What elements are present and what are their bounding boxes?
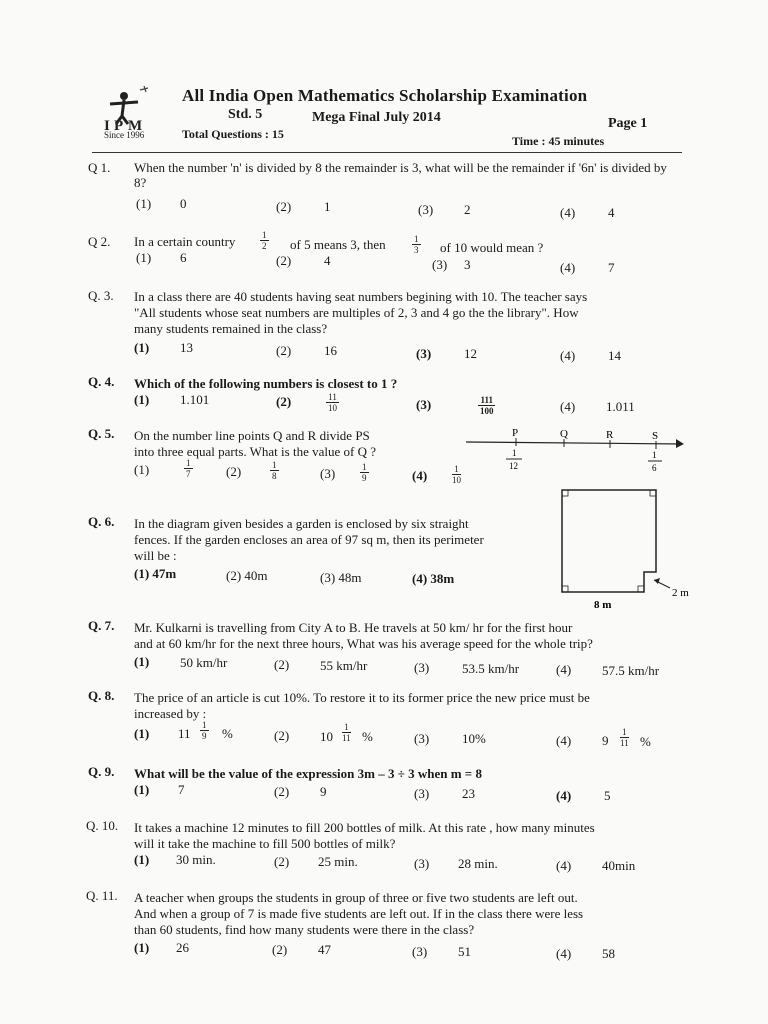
option-value: 7 — [608, 260, 615, 275]
question-number: Q. 3. — [88, 288, 114, 303]
option-value: 28 min. — [458, 856, 498, 871]
question-text: of 10 would mean ? — [440, 240, 544, 255]
option-label: (4) — [556, 662, 572, 677]
option-value: 9 — [602, 733, 609, 748]
option-label: (4) — [560, 348, 576, 363]
option-label: (1) — [134, 462, 150, 477]
question-number: Q. 6. — [88, 514, 115, 529]
question-number: Q. 11. — [86, 888, 118, 903]
option-value: 9 — [320, 784, 327, 799]
fraction-denominator: 6 — [652, 463, 657, 473]
time-limit: Time : 45 minutes — [512, 134, 605, 148]
garden-diagram — [552, 480, 702, 616]
option-label: (2) — [274, 728, 290, 743]
option-value: 51 — [458, 944, 471, 959]
option-value: 10 — [320, 729, 333, 744]
svg-text:M: M — [128, 118, 143, 134]
option-label: (4) — [560, 205, 576, 220]
option-value: 4 — [324, 253, 331, 268]
option-label: (2) — [272, 942, 288, 957]
option-label: (3) — [414, 660, 430, 675]
option-value: 25 min. — [318, 854, 358, 869]
question-text: than 60 students, find how many students were there in the class? — [134, 922, 475, 937]
option-value: 2 — [464, 202, 471, 217]
question-text: increased by : — [134, 706, 207, 721]
fraction: $\frac{11}{10}$ — [328, 392, 337, 413]
option-label: (4) — [556, 788, 572, 803]
option: (1) 47m — [134, 566, 177, 581]
option-unit: % — [222, 726, 233, 741]
fraction: $\frac{1}{10}$ — [452, 464, 461, 485]
mega-final-label: Mega Final July 2014 — [312, 110, 441, 125]
std-label: Std. 5 — [228, 107, 263, 122]
option-value: 58 — [602, 946, 615, 961]
option-value: 23 — [462, 786, 475, 801]
question-text: fences. If the garden encloses an area of 97 sq m, then its perimeter — [134, 532, 484, 547]
fraction-numerator: 1 — [652, 450, 657, 460]
option-value: 4 — [608, 205, 615, 220]
question-text: When the number 'n' is divided by 8 the remainder is 3, what will be the remainder if '6n' is divided by 8? — [134, 160, 667, 190]
option-label: (2) — [274, 784, 290, 799]
option-label: (4) — [560, 399, 576, 414]
exam-title: All India Open Mathematics Scholarship Examination — [182, 86, 588, 105]
svg-text:I: I — [104, 118, 110, 134]
option-value: 53.5 km/hr — [462, 661, 520, 676]
option-label: (4) — [556, 858, 572, 873]
option-value: 57.5 km/hr — [602, 663, 660, 678]
fraction: $\frac{1}{9}$ — [362, 462, 367, 483]
option-value: 3 — [464, 257, 471, 272]
fraction: $\frac{1}{11}$ — [342, 722, 351, 743]
option-label: (2) — [274, 854, 290, 869]
fraction-numerator: 1 — [512, 448, 517, 458]
option-label: (3) — [414, 786, 430, 801]
option-label: (2) — [276, 394, 292, 409]
question-text: What will be the value of the expression 3m – 3 ÷ 3 when m = 8 — [134, 766, 482, 781]
option-label: (3) — [320, 466, 336, 481]
option-value: 47 — [318, 942, 331, 957]
option-value: 16 — [324, 343, 337, 358]
option-label: (1) — [134, 940, 150, 955]
question-text: The price of an article is cut 10%. To restore it to its former price the new price must be — [134, 690, 590, 705]
option-label: (3) — [412, 944, 428, 959]
option-label: (2) — [276, 199, 292, 214]
header-divider — [92, 152, 682, 153]
fraction: $\frac{1}{2}$ — [262, 230, 267, 251]
question-text: Which of the following numbers is closest to 1 ? — [134, 376, 398, 391]
question-text: Mr. Kulkarni is travelling from City A to B. He travels at 50 km/ hr for the first hour — [134, 620, 573, 635]
option-label: (2) — [276, 343, 292, 358]
fraction: $\frac{1}{7}$ — [186, 458, 191, 479]
question-text: "All students whose seat numbers are multiples of 2, 3 and 4 go the the library". How — [134, 305, 579, 320]
question-number: Q. 10. — [86, 818, 119, 833]
dimension-label: 8 m — [594, 599, 612, 611]
option-label: (1) — [136, 250, 152, 265]
option-label: (1) — [134, 654, 150, 669]
option-value: 26 — [176, 940, 189, 955]
option-label: (3) — [432, 257, 448, 272]
option-value: 11 — [178, 726, 191, 741]
option-value: 13 — [180, 340, 193, 355]
option-value: 50 km/hr — [180, 655, 228, 670]
logo-since: Since 1996 — [104, 130, 145, 140]
fraction: $\frac{1}{11}$ — [620, 727, 629, 748]
option: (4) 38m — [412, 571, 455, 586]
question-text: It takes a machine 12 minutes to fill 200 bottles of milk. At this rate , how many minutes — [134, 820, 595, 835]
question-text: On the number line points Q and R divide PS — [134, 428, 370, 443]
question-text: many students remained in the class? — [134, 321, 328, 336]
question-text: In the diagram given besides a garden is enclosed by six straight — [134, 516, 469, 531]
question-number: Q. 7. — [88, 618, 115, 633]
point-label: S — [652, 430, 659, 442]
question-text: In a class there are 40 students having seat numbers begining with 10. The teacher says — [134, 289, 588, 304]
question-text: of 5 means 3, then — [290, 237, 386, 252]
option-label: (4) — [556, 946, 572, 961]
option-label: (1) — [134, 782, 150, 797]
fraction: $\frac{1}{9}$ — [202, 720, 207, 741]
option-value: 14 — [608, 348, 621, 363]
option-value: 40min — [602, 858, 636, 873]
option-label: (3) — [414, 856, 430, 871]
option-value: 6 — [180, 250, 187, 265]
option-label: (1) — [134, 726, 150, 741]
option-label: (2) — [276, 253, 292, 268]
option-value: 10% — [462, 731, 486, 746]
option-value: 5 — [604, 788, 611, 803]
option-value: 30 min. — [176, 852, 216, 867]
option-label: (3) — [418, 202, 434, 217]
option-unit: % — [362, 729, 373, 744]
question-text: A teacher when groups the students in group of three or five two students are left out. — [134, 890, 578, 905]
option-value: 1.101 — [180, 392, 210, 407]
point-label: R — [606, 429, 614, 441]
option-label: (4) — [556, 733, 572, 748]
page-number: Page 1 — [608, 116, 648, 131]
option-value: 7 — [178, 782, 185, 797]
option-label: (3) — [416, 397, 432, 412]
option: (3) 48m — [320, 570, 362, 585]
question-number: Q 2. — [88, 234, 111, 249]
option-value: 0 — [180, 196, 187, 211]
total-questions: Total Questions : 15 — [182, 127, 284, 141]
svg-text:P: P — [114, 118, 124, 134]
option-label: (3) — [414, 731, 430, 746]
option-label: (2) — [274, 657, 290, 672]
question-number: Q. 8. — [88, 688, 115, 703]
option-value: 1 — [324, 199, 331, 214]
point-label: P — [512, 427, 519, 439]
fraction-denominator: 12 — [509, 461, 518, 471]
question-number: Q 1. — [88, 160, 111, 175]
option-value: 12 — [464, 346, 477, 361]
question-number: Q. 5. — [88, 426, 115, 441]
fraction: $\frac{1}{3}$ — [414, 234, 419, 255]
fraction: $\frac{111}{100}$ — [480, 395, 494, 416]
option-label: (3) — [416, 346, 432, 361]
question-text: and at 60 km/hr for the next three hours, What was his average speed for the whole trip? — [134, 636, 593, 651]
option-label: (2) — [226, 464, 242, 479]
question-text: into three equal parts. What is the value of Q ? — [134, 444, 376, 459]
option-label: (1) — [134, 340, 150, 355]
option-label: (4) — [560, 260, 576, 275]
option-value: 1.011 — [606, 399, 635, 414]
dimension-label: 2 m — [672, 587, 689, 599]
option: (2) 40m — [226, 568, 268, 583]
option-label: (1) — [136, 196, 152, 211]
option-label: (1) — [134, 852, 150, 867]
question-text: In a certain country — [134, 234, 236, 249]
number-line-diagram — [460, 424, 690, 480]
option-value: 55 km/hr — [320, 658, 368, 673]
question-text: will it take the machine to fill 500 bottles of milk? — [134, 836, 396, 851]
point-label: Q — [560, 428, 568, 440]
question-text: will be : — [134, 548, 177, 563]
fraction: $\frac{1}{8}$ — [272, 460, 277, 481]
option-unit: % — [640, 734, 651, 749]
option-label: (4) — [412, 468, 428, 483]
question-text: And when a group of 7 is made five students are left out. If in the class there were less — [134, 906, 584, 921]
question-number: Q. 9. — [88, 764, 115, 779]
option-label: (1) — [134, 392, 150, 407]
question-number: Q. 4. — [88, 374, 115, 389]
